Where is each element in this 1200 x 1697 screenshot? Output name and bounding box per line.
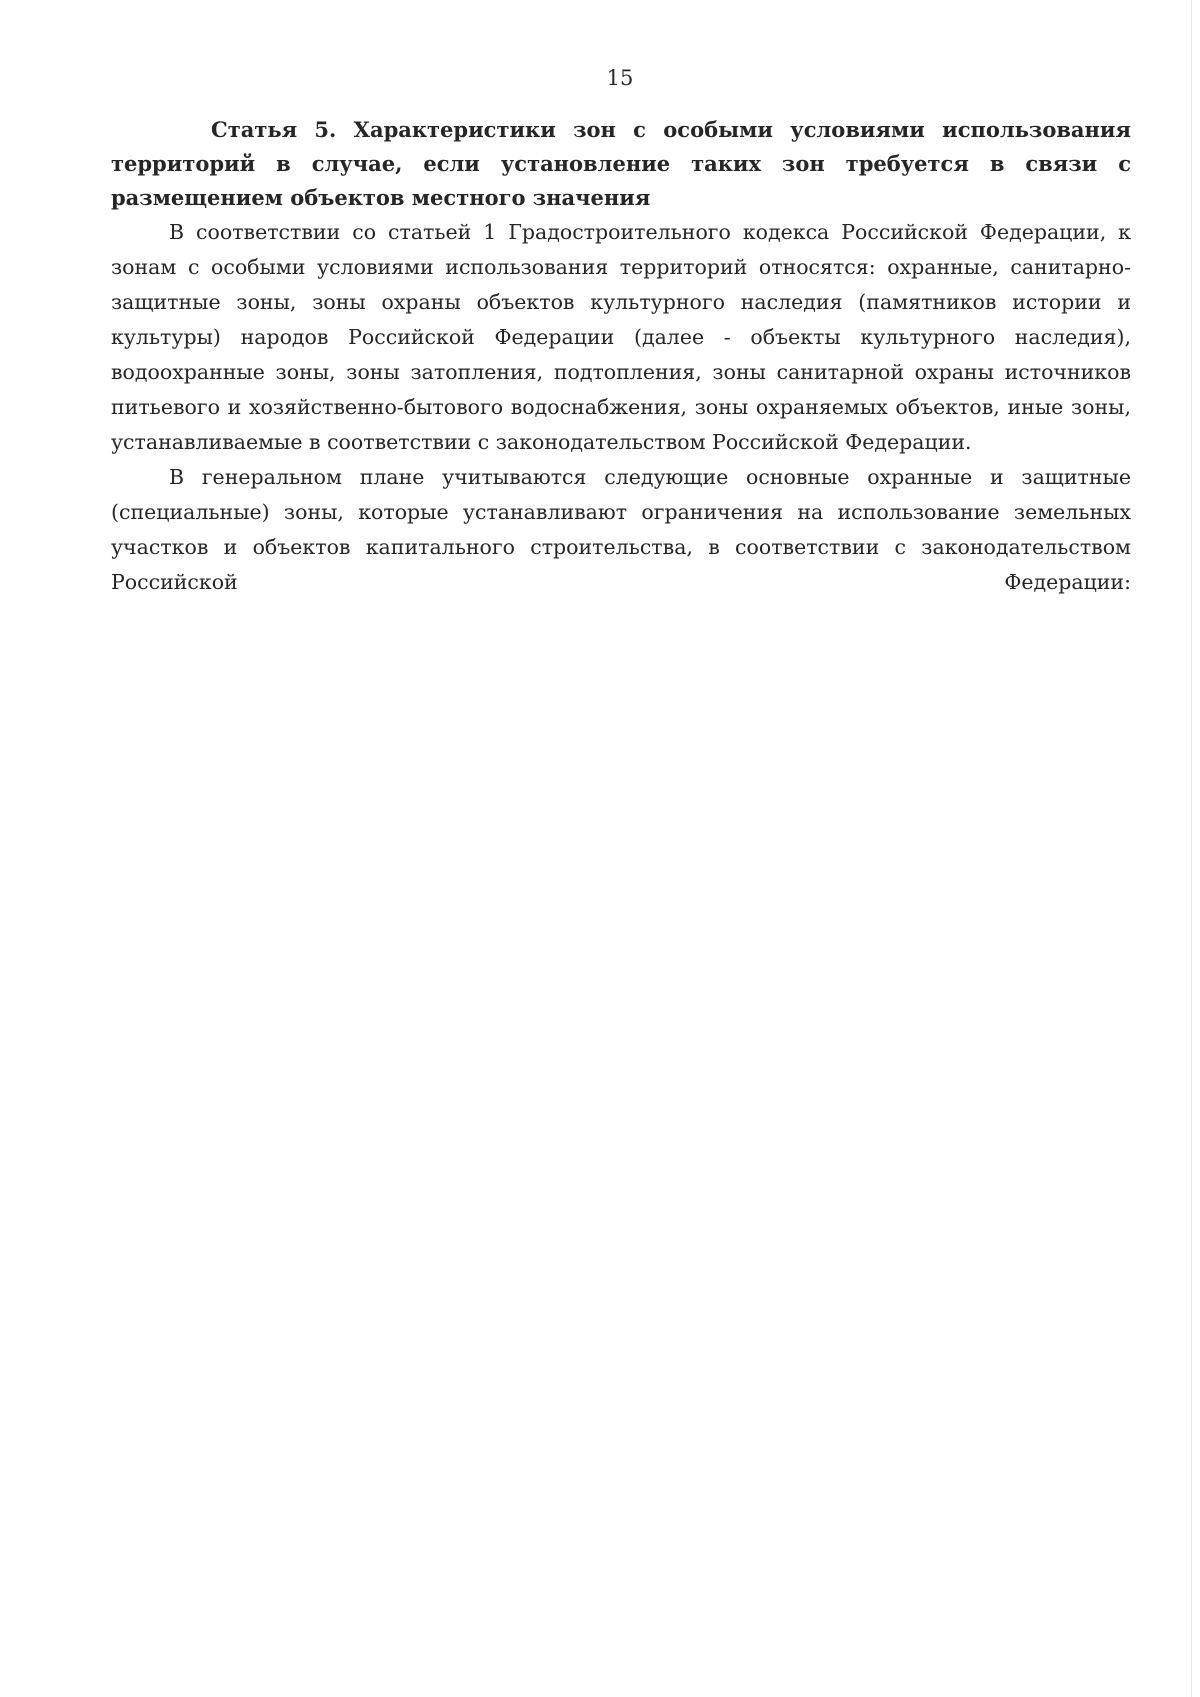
- page-number: 15: [606, 66, 634, 90]
- paragraph-general-plan-zones: В генеральном плане учитываются следующие основные охранные и защитные (специальные) зоны, которые устанавливают ограничения на использование земельных участков и объектов капитального строительства, в соответствии с законодательством Российской Федерации:: [111, 465, 1131, 594]
- paragraph-zones-definition: В соответствии со статьей 1 Градостроительного кодекса Российской Федерации, к зонам с особыми условиями использования территорий относятся: охранные, санитарно-защитные зоны, зоны охраны объектов культурного наследия (памятников истории и культуры) народов Российской Федерации (далее - объекты культурного наследия), водоохранные зоны, зоны затопления, подтопления, зоны санитарной охраны источников питьевого и хозяйственно-бытового водоснабжения, зоны охраняемых объектов, иные зоны, устанавливаемые в соответствии с законодательством Российской Федерации.: [111, 220, 1131, 454]
- document-body: [111, 113, 1131, 600]
- article-heading: Статья 5. Характеристики зон с особыми условиями использования территорий в случае, если установление таких зон требуется в связи с размещением объектов местного значения: [111, 117, 1131, 210]
- page-edge-line: [1191, 0, 1192, 1697]
